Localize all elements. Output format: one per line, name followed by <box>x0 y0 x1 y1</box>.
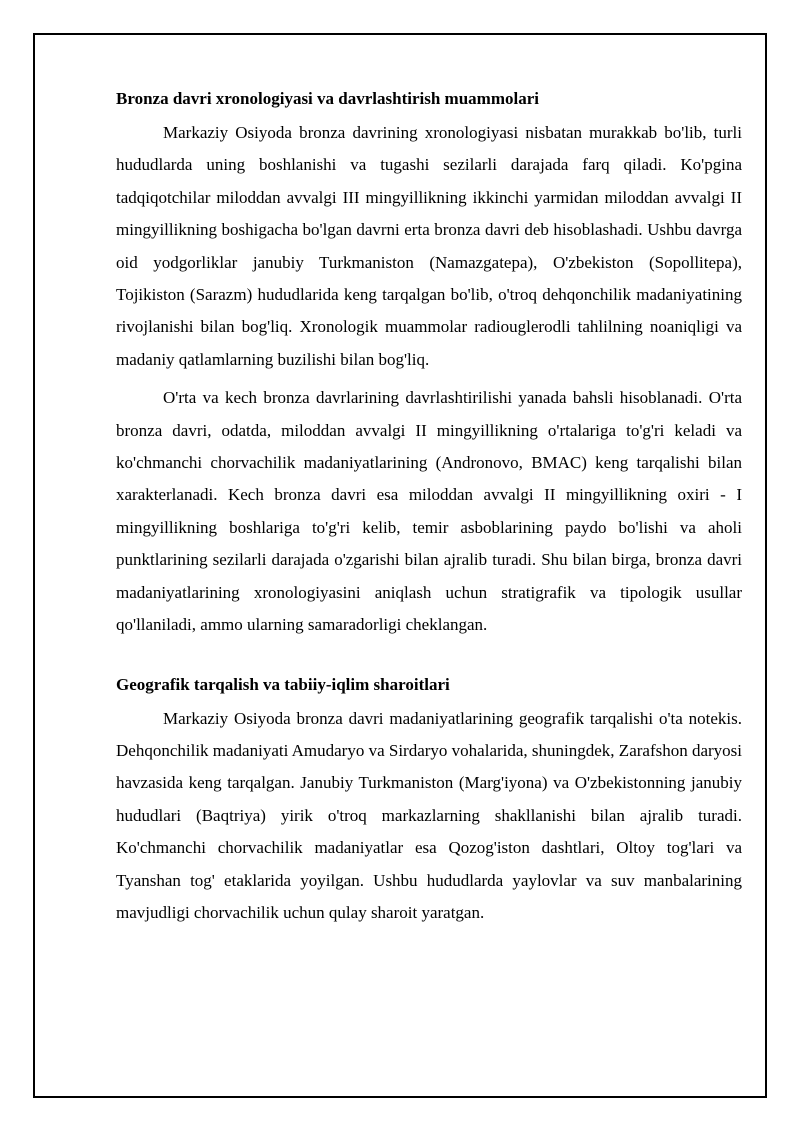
section-heading-geography: Geografik tarqalish va tabiiy-iqlim sharoitlari <box>116 674 450 694</box>
section-heading-chronology: Bronza davri xronologiyasi va davrlashtirish muammolari <box>116 89 539 108</box>
document-body <box>116 86 742 935</box>
paragraph-chronology-1: Markaziy Osiyoda bronza davrining xronologiyasi nisbatan murakkab bo'lib, turli hududlarda uning boshlanishi va tugashi sezilarli darajada farq qiladi. Ko'pgina tadqiqotchilar miloddan avvalgi III mingyillikning ikkinchi yarmidan miloddan avvalgi II mingyillikning boshigacha bo'lgan davrni erta bronza davri deb hisoblashadi. Ushbu davrga oid yodgorliklar janubiy Turkmaniston (Namazgatepa), O'zbekiston (Sopollitepa), Tojikiston (Sarazm) hududlarida keng tarqalgan bo'lib, o'troq dehqonchilik madaniyatining rivojlanishi bilan bog'liq. Xronologik muammolar radiouglerodli tahlilning noaniqligi va madaniy qatlamlarning buzilishi bilan bog'liq. <box>116 123 742 369</box>
paragraph-chronology-2: O'rta va kech bronza davrlarining davrlashtirilishi yanada bahsli hisoblanadi. O'rta bronza davri, odatda, miloddan avvalgi II mingyillikning o'rtalariga to'g'ri keladi va ko'chmanchi chorvachilik madaniyatlarining (Andronovo, BMAC) keng tarqalishi bilan xarakterlanadi. Kech bronza davri esa miloddan avvalgi II mingyillikning oxiri - I mingyillikning boshlariga to'g'ri kelib, temir asboblarining paydo bo'lishi va aholi punktlarining sezilarli darajada o'zgarishi bilan ajralib turadi. Shu bilan birga, bronza davri madaniyatlarining xronologiyasini aniqlash uchun stratigrafik va tipologik usullar qo'llaniladi, ammo ularning samaradorligi cheklangan. <box>116 388 742 635</box>
paragraph-geography-1: Markaziy Osiyoda bronza davri madaniyatlarining geografik tarqalishi o'ta notekis. Dehqonchilik madaniyati Amudaryo va Sirdaryo vohalarida, shuningdek, Zarafshon daryosi havzasida keng tarqalgan. Janubiy Turkmaniston (Marg'iyona) va O'zbekistonning janubiy hududlari (Baqtriya) yirik o'troq markazlarning shakllanishi bilan ajralib turadi. Ko'chmanchi chorvachilik madaniyatlar esa Qozog'iston dashtlari, Oltoy tog'lari va Tyanshan tog' etaklarida yoyilgan. Ushbu hududlarda yaylovlar va suv manbalarining mavjudligi chorvachilik uchun qulay sharoit yaratgan. <box>116 708 743 922</box>
